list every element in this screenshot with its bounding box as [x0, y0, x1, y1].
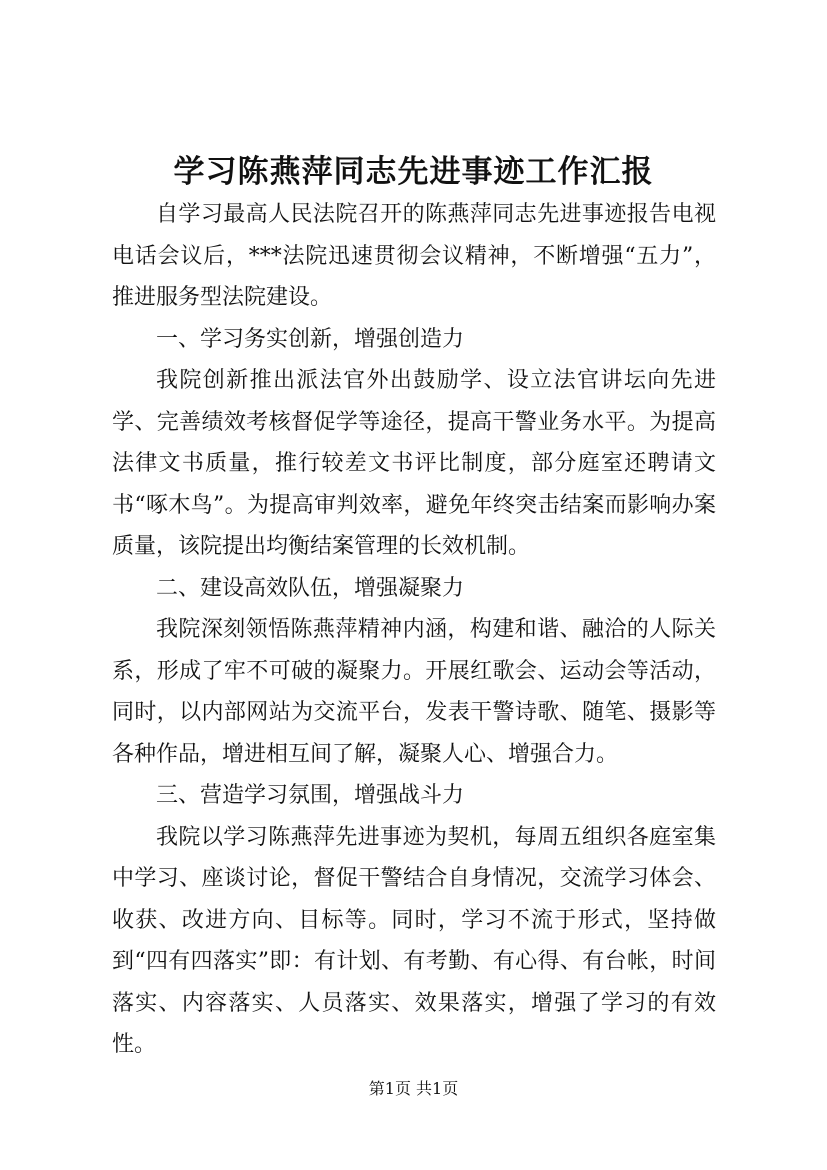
- document-title: 学习陈燕萍同志先进事迹工作汇报: [173, 154, 654, 190]
- section-heading-3: 三、营造学习氛围，增强战斗力: [156, 783, 465, 808]
- section-paragraph-2: 我院深刻领悟陈燕萍精神内涵，构建和谐、融洽的人际关系，形成了牢不可破的凝聚力。开展红歌会、运动会等活动，同时，以内部网站为交流平台，发表干警诗歌、随笔、摄影等各种作品，增进相互间了解，凝聚人心、增强合力。: [112, 617, 716, 767]
- section-paragraph-1: 我院创新推出派法官外出鼓励学、设立法官讲坛向先进学、完善绩效考核督促学等途径，提高干警业务水平。为提高法律文书质量，推行较差文书评比制度，部分庭室还聘请文书“啄木鸟”。为提高审判效率，避免年终突击结案而影响办案质量，该院提出均衡结案管理的长效机制。: [112, 368, 716, 559]
- section-paragraph-3: 我院以学习陈燕萍先进事迹为契机，每周五组织各庭室集中学习、座谈讨论，督促干警结合自身情况，交流学习体会、收获、改进方向、目标等。同时，学习不流于形式，坚持做到“四有四落实”即：有计划、有考勤、有心得、有台帐，时间落实、内容落实、人员落实、效果落实，增强了学习的有效性。: [112, 824, 716, 1057]
- section-heading-1: 一、学习务实创新，增强创造力: [156, 326, 465, 352]
- document-body: [112, 194, 716, 1066]
- section-heading-2: 二、建设高效队伍，增强凝聚力: [156, 575, 465, 601]
- page-number-footer: 第1页 共1页: [368, 1079, 459, 1098]
- intro-paragraph: 自学习最高人民法院召开的陈燕萍同志先进事迹报告电视电话会议后，***法院迅速贯彻会议精神，不断增强“五力”，推进服务型法院建设。: [112, 202, 716, 310]
